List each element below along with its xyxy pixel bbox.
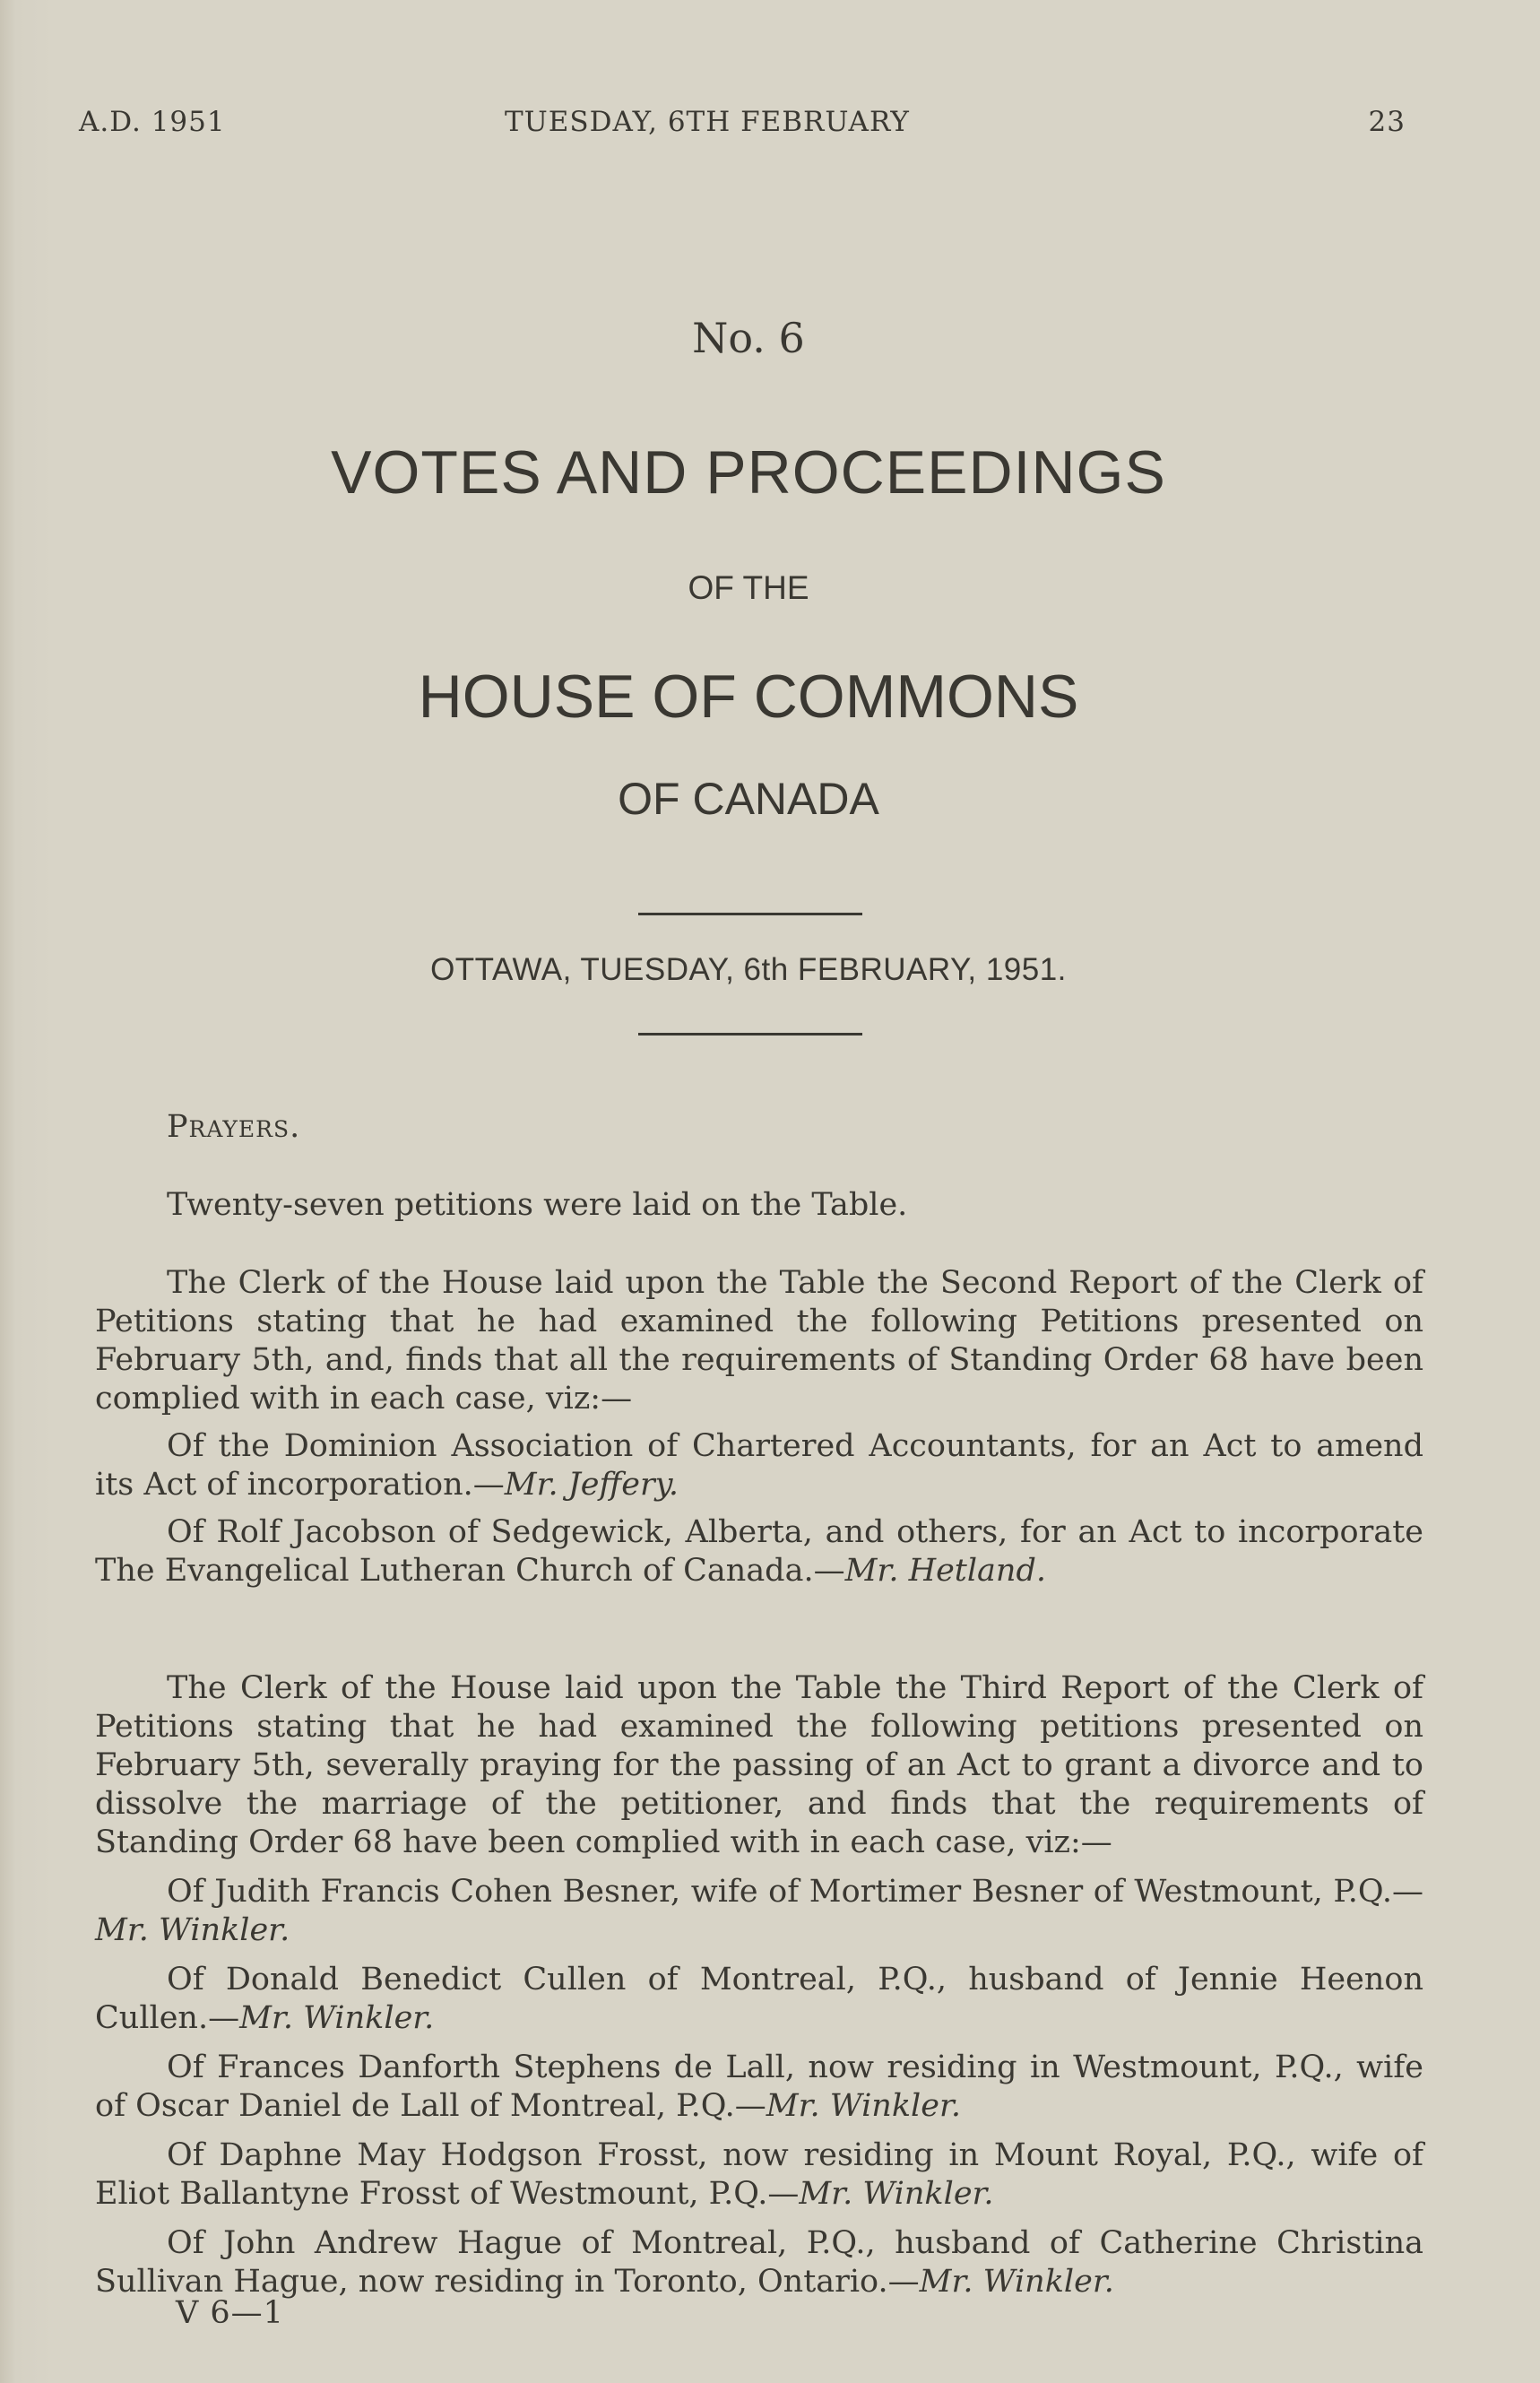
dateline: OTTAWA, TUESDAY, 6th FEBRUARY, 1951.	[430, 952, 1067, 987]
prayers-heading: Prayers.	[167, 1109, 301, 1145]
page-number: 23	[1368, 106, 1406, 138]
member-name: Mr. Jeffery.	[504, 1467, 679, 1503]
third-report-intro: The Clerk of the House laid upon the Table the Third Report of the Clerk of Petitions stating that he had examined the following petitions presented on February 5th, severally praying for the passing of an Act to grant a divorce and to dissolve the marriage of the petitioner, and finds that the requirements of Standing Order 68 have been complied with in each case, viz:—	[95, 1670, 1423, 1860]
petition-item: Of John Andrew Hague of Montreal, P.Q., husband of Catherine Christina Sullivan Hague, now residing in Toronto, Ontario.—Mr. Winkler.	[95, 2225, 1423, 2300]
issue-number: No. 6	[692, 314, 805, 362]
member-name: Mr. Hetland.	[844, 1553, 1047, 1589]
header-date: TUESDAY, 6TH FEBRUARY	[505, 106, 910, 138]
petition-item: Of Donald Benedict Cullen of Montreal, P.Q., husband of Jennie Heenon Cullen.—Mr. Winkler.	[95, 1962, 1423, 2036]
petition-item: Of Rolf Jacobson of Sedgewick, Alberta, and others, for an Act to incorporate The Evangelical Lutheran Church of Canada.—Mr. Hetland.	[95, 1514, 1423, 1589]
divider-rule-bottom	[638, 1033, 862, 1036]
member-name: Mr. Winkler.	[919, 2264, 1114, 2300]
member-name: Mr. Winkler.	[766, 2088, 961, 2124]
petition-item: Of Daphne May Hodgson Frosst, now residing in Mount Royal, P.Q., wife of Eliot Ballantyne Frosst of Westmount, P.Q.—Mr. Winkler.	[95, 2137, 1423, 2212]
member-name: Mr. Winkler.	[95, 1912, 290, 1948]
petitions-laid: Twenty-seven petitions were laid on the Table.	[167, 1187, 908, 1223]
header-year: A.D. 1951	[79, 106, 226, 138]
body-text	[95, 1108, 1423, 2312]
second-report-intro: The Clerk of the House laid upon the Table the Second Report of the Clerk of Petitions stating that he had examined the following Petitions presented on February 5th, and, finds that all the requirements of Standing Order 68 have been complied with in each case, viz:—	[95, 1265, 1423, 1417]
member-name: Mr. Winkler.	[799, 2176, 994, 2212]
main-title: VOTES AND PROCEEDINGS	[331, 438, 1166, 507]
running-header	[79, 106, 1406, 138]
petition-item: Of Judith Francis Cohen Besner, wife of Mortimer Besner of Westmount, P.Q.—Mr. Winkler.	[95, 1874, 1423, 1948]
signature-mark: V 6—1	[176, 2295, 284, 2331]
title-of-canada: OF CANADA	[618, 774, 879, 824]
divider-rule-top	[638, 913, 862, 915]
petition-item: Of the Dominion Association of Chartered Accountants, for an Act to amend its Act of incorporation.—Mr. Jeffery.	[95, 1428, 1423, 1503]
member-name: Mr. Winkler.	[239, 2000, 435, 2036]
title-of-the: OF THE	[688, 569, 809, 606]
petition-item: Of Frances Danforth Stephens de Lall, now residing in Westmount, P.Q., wife of Oscar Daniel de Lall of Montreal, P.Q.—Mr. Winkler.	[95, 2049, 1423, 2124]
title-house: HOUSE OF COMMONS	[418, 663, 1079, 731]
